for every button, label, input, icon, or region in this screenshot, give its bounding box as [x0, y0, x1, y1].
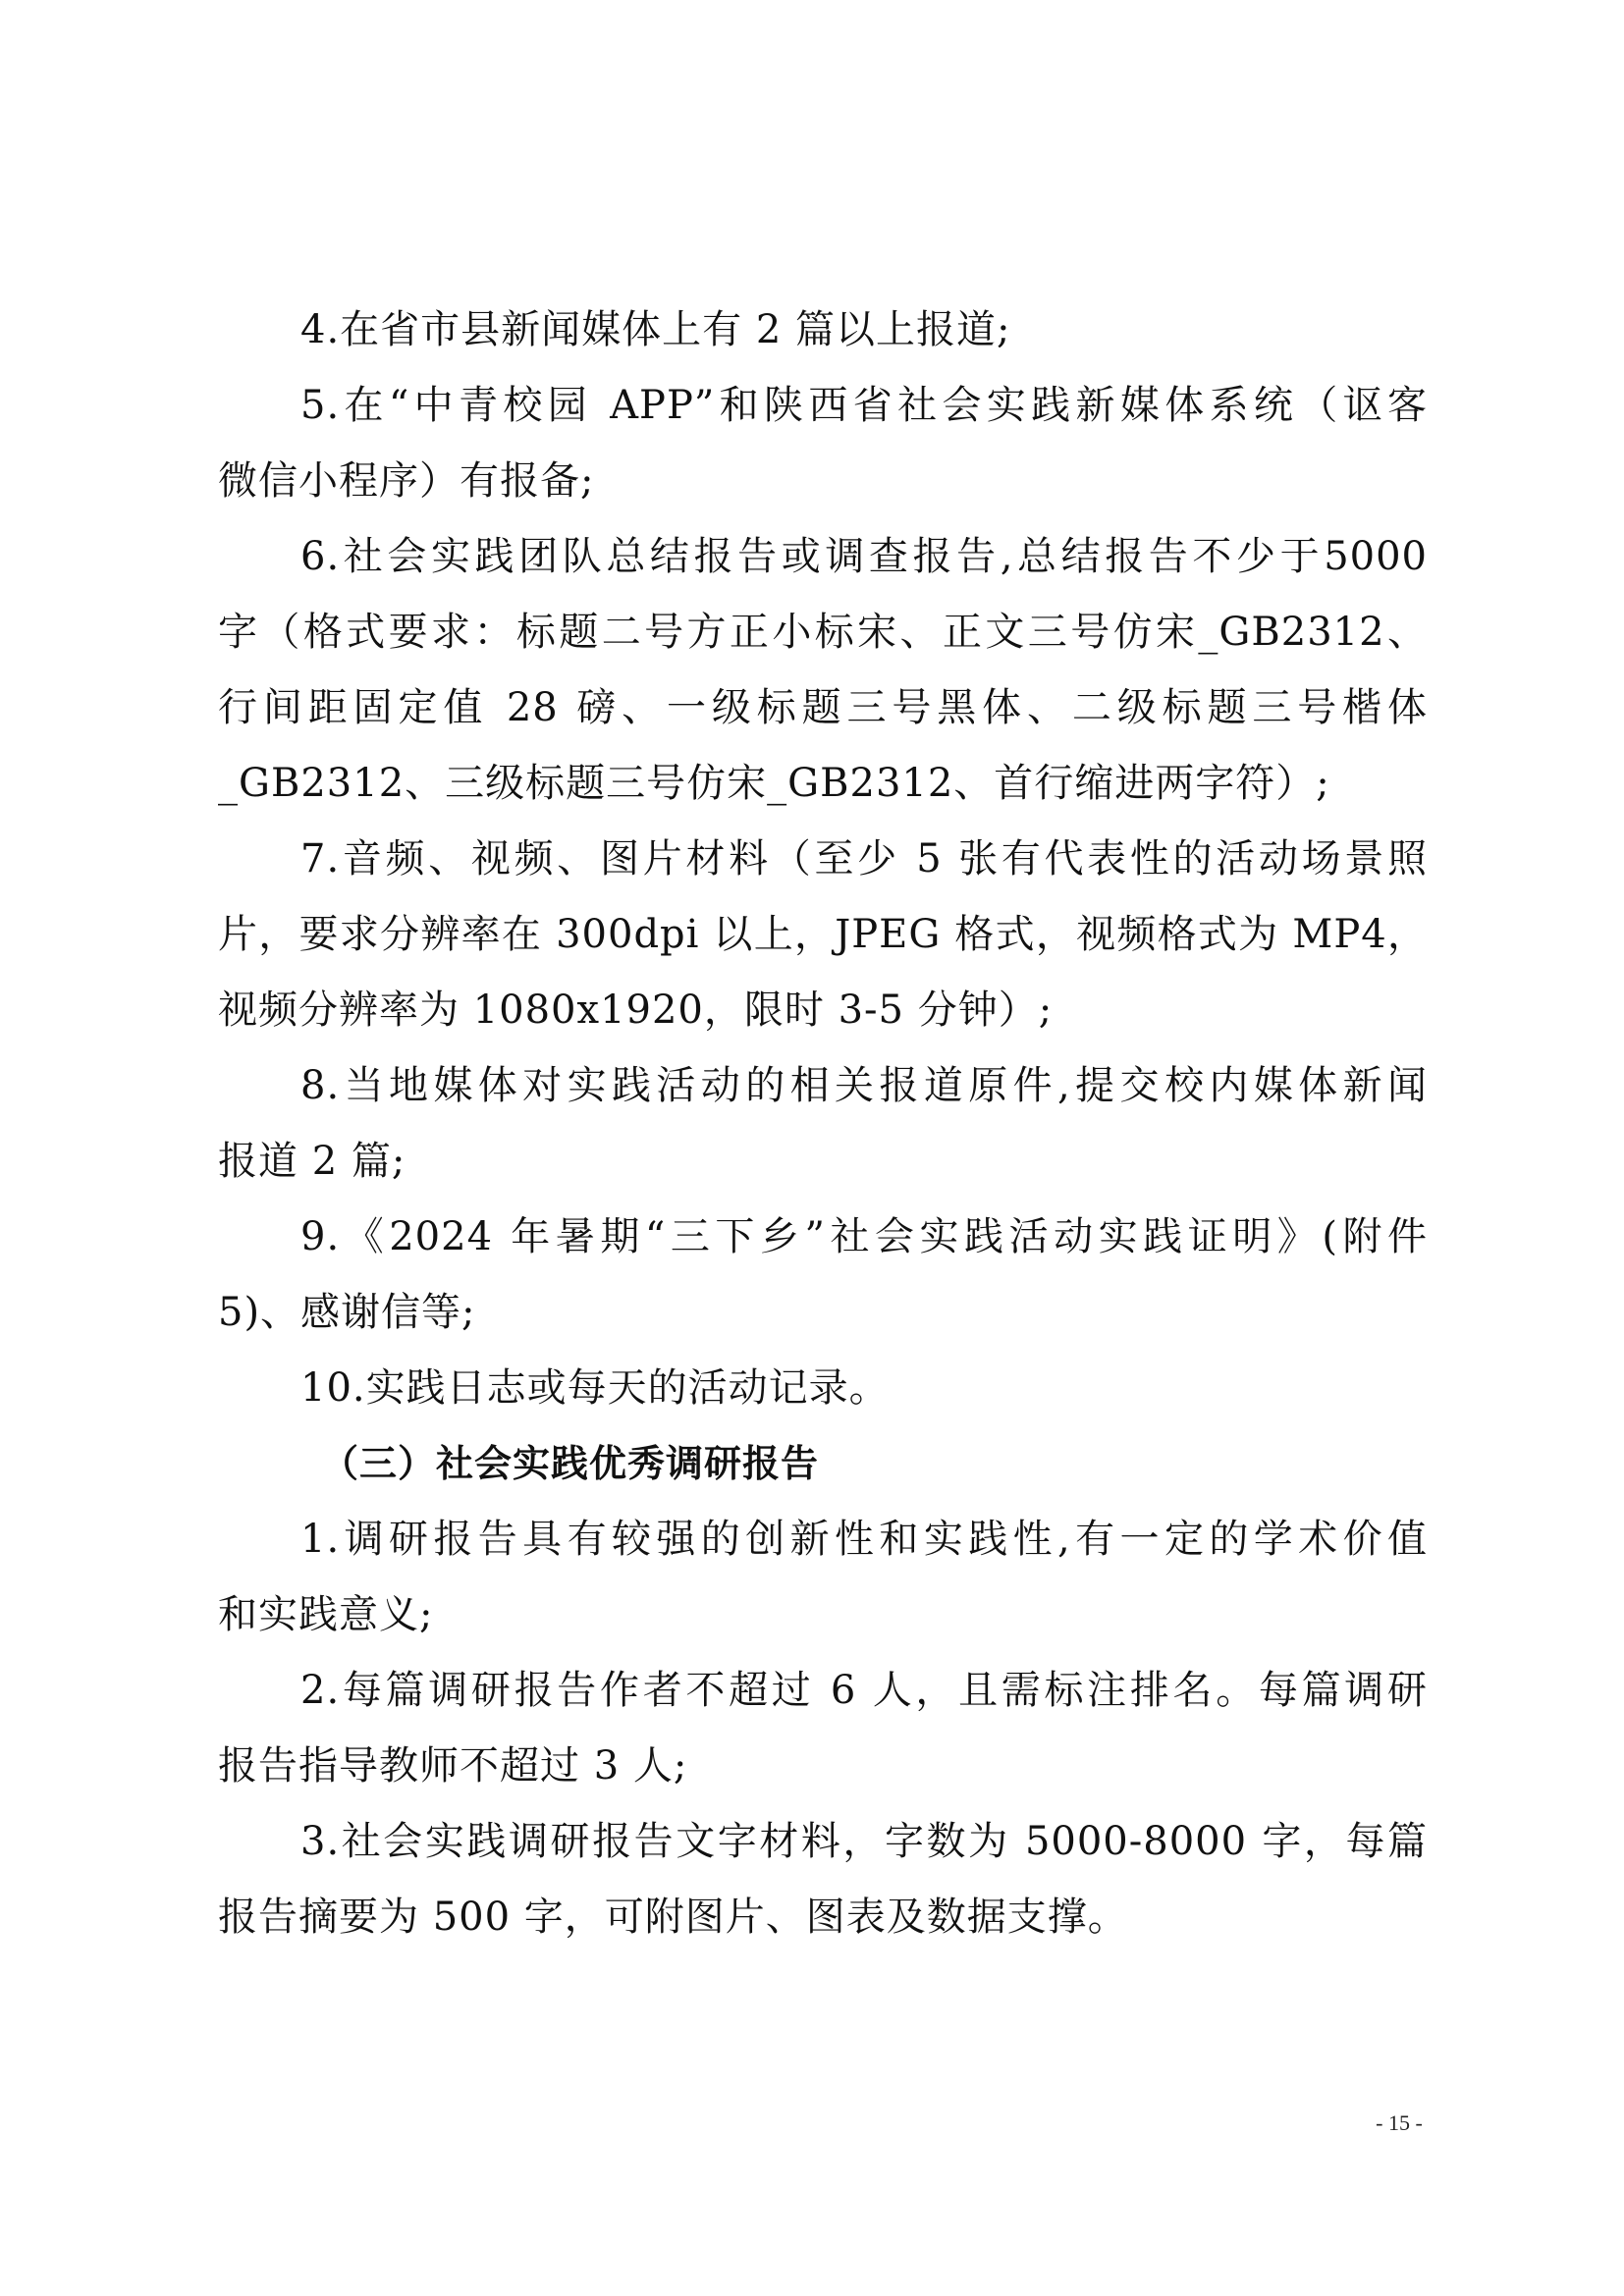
- list-item-6-line-3: 行间距固定值 28 磅、一级标题三号黑体、二级标题三号楷体: [218, 685, 1428, 730]
- list-item-5-line-1: 5.在“中青校园 APP”和陕西省社会实践新媒体系统（讴客: [300, 383, 1428, 428]
- list-item-7-line-1: 7.音频、视频、图片材料（至少 5 张有代表性的活动场景照: [300, 836, 1428, 881]
- section-heading: （三）社会实践优秀调研报告: [321, 1442, 820, 1485]
- list-item-10: 10.实践日志或每天的活动记录。: [300, 1365, 890, 1411]
- report-item-3-line-2: 报告摘要为 500 字，可附图片、图表及数据支撑。: [218, 1895, 1128, 1940]
- report-item-2-line-2: 报告指导教师不超过 3 人;: [218, 1743, 688, 1789]
- list-item-6-line-4: _GB2312、三级标题三号仿宋_GB2312、首行缩进两字符）;: [218, 761, 1330, 806]
- list-item-4: 4.在省市县新闻媒体上有 2 篇以上报道;: [300, 307, 1011, 352]
- list-item-5-line-2: 微信小程序）有报备;: [218, 458, 595, 504]
- list-item-9-line-1: 9.《2024 年暑期“三下乡”社会实践活动实践证明》(附件: [300, 1214, 1428, 1259]
- list-item-7-line-3: 视频分辨率为 1080x1920，限时 3-5 分钟）;: [218, 988, 1054, 1033]
- list-item-8-line-1: 8.当地媒体对实践活动的相关报道原件,提交校内媒体新闻: [300, 1063, 1428, 1108]
- report-item-2-line-1: 2.每篇调研报告作者不超过 6 人，且需标注排名。每篇调研: [300, 1668, 1428, 1713]
- report-item-3-line-1: 3.社会实践调研报告文字材料，字数为 5000-8000 字，每篇: [300, 1819, 1428, 1864]
- list-item-7-line-2: 片，要求分辨率在 300dpi 以上，JPEG 格式，视频格式为 MP4，: [218, 912, 1428, 957]
- list-item-6-line-1: 6.社会实践团队总结报告或调查报告,总结报告不少于5000: [300, 534, 1428, 579]
- list-item-9-line-2: 5)、感谢信等;: [218, 1290, 476, 1335]
- list-item-6-line-2: 字（格式要求：标题二号方正小标宋、正文三号仿宋_GB2312、: [218, 610, 1428, 655]
- page-number: - 15 -: [1376, 2110, 1423, 2135]
- report-item-1-line-1: 1.调研报告具有较强的创新性和实践性,有一定的学术价值: [300, 1517, 1428, 1562]
- report-item-1-line-2: 和实践意义;: [218, 1592, 434, 1637]
- list-item-8-line-2: 报道 2 篇;: [218, 1139, 406, 1184]
- document-body: [218, 293, 1428, 1955]
